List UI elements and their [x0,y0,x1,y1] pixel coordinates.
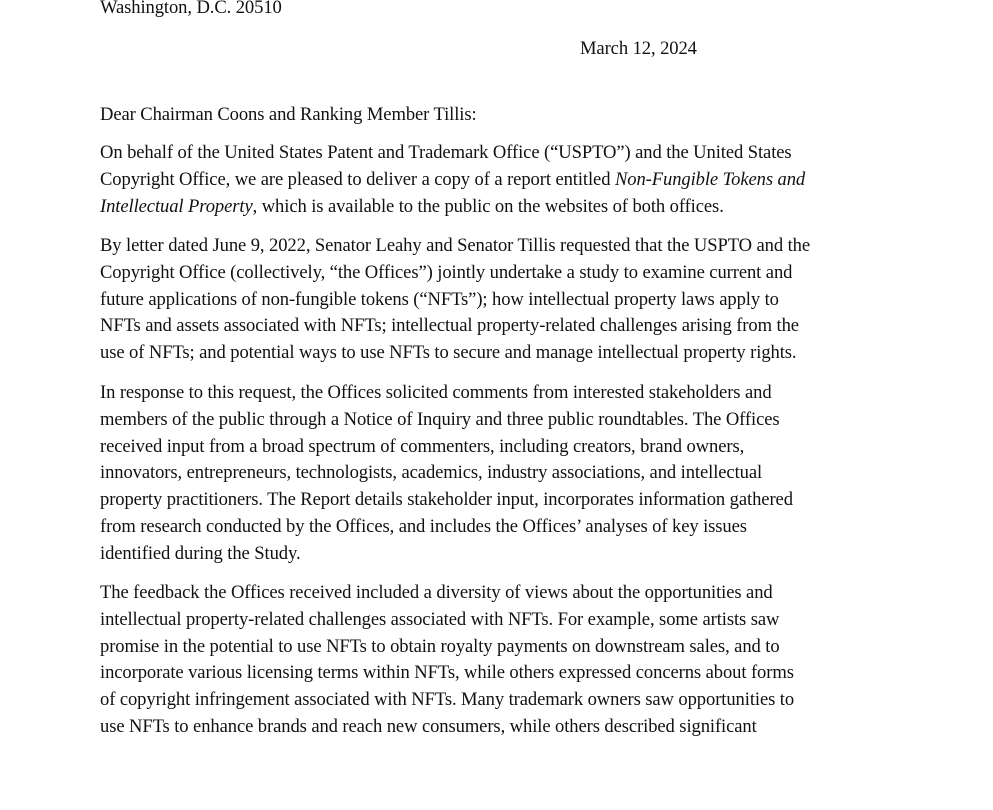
paragraph-line: innovators, entrepreneurs, technologists, academics, industry associations, and intellectual [100,462,763,484]
report-title-continued: Intellectual Property [100,195,253,217]
address-line: Washington, D.C. 20510 [100,0,282,18]
paragraph-text: Copyright Office, we are pleased to deliver a copy of a report entitled [100,168,615,190]
paragraph-line: In response to this request, the Offices solicited comments from interested stakeholders and [100,382,772,403]
paragraph-line: received input from a broad spectrum of commenters, including creators, brand owners, [100,435,745,457]
salutation: Dear Chairman Coons and Ranking Member Tillis: [100,104,477,125]
paragraph-line [100,167,900,194]
paragraph-line: identified during the Study. [100,542,301,564]
paragraph-line: On behalf of the United States Patent and Trademark Office (“USPTO”) and the United States [100,142,792,163]
paragraph-intro [100,140,900,220]
paragraph-line: of copyright infringement associated with NFTs. Many trademark owners saw opportunities to [100,689,795,711]
paragraph-line [100,194,900,221]
paragraph-text: , which is available to the public on the websites of both offices. [252,195,724,217]
paragraph-line: promise in the potential to use NFTs to obtain royalty payments on downstream sales, and to [100,635,780,657]
paragraph-line: intellectual property-related challenges associated with NFTs. For example, some artists saw [100,608,780,630]
paragraph-response [100,380,900,568]
paragraph-line: future applications of non-fungible tokens (“NFTs”); how intellectual property laws apply to [100,288,779,310]
paragraph-line: use NFTs to enhance brands and reach new consumers, while others described significant [100,715,757,737]
paragraph-line: Copyright Office (collectively, “the Offices”) jointly undertake a study to examine current and [100,261,793,283]
paragraph-line: members of the public through a Notice of Inquiry and three public roundtables. The Offices [100,408,780,430]
paragraph-request [100,233,900,367]
paragraph-line: NFTs and assets associated with NFTs; intellectual property-related challenges arising from the [100,315,799,337]
paragraph-line: incorporate various licensing terms within NFTs, while others expressed concerns about forms [100,662,794,684]
paragraph-line: By letter dated June 9, 2022, Senator Leahy and Senator Tillis requested that the USPTO and the [100,235,811,256]
paragraph-feedback [100,580,900,741]
report-title: Non-Fungible Tokens and [614,168,806,190]
paragraph-line: The feedback the Offices received included a diversity of views about the opportunities and [100,582,773,603]
paragraph-line: use of NFTs; and potential ways to use NFTs to secure and manage intellectual property rights. [100,342,797,364]
letter-date: March 12, 2024 [580,38,697,59]
paragraph-line: property practitioners. The Report details stakeholder input, incorporates information gathered [100,489,793,511]
paragraph-line: from research conducted by the Offices, and includes the Offices’ analyses of key issues [100,515,747,537]
